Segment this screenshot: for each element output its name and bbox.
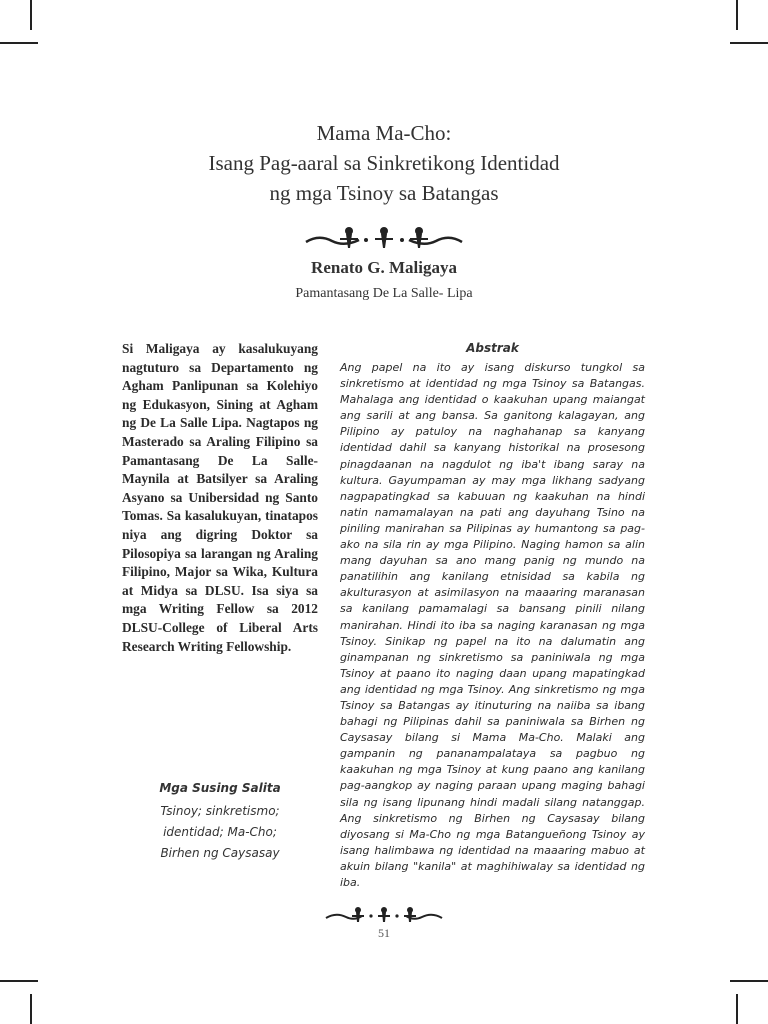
- title-line-1: Mama Ma-Cho:: [316, 121, 452, 145]
- author-affiliation: Pamantasang De La Salle- Lipa: [295, 286, 473, 301]
- crop-mark: [730, 42, 768, 44]
- keywords-section: [122, 781, 318, 864]
- footer-ornament-icon: [324, 904, 444, 926]
- bio-author-name: Maligaya: [145, 341, 200, 356]
- bio-prefix: Si: [122, 341, 146, 356]
- crop-mark: [736, 0, 738, 30]
- author-bio: [122, 340, 318, 656]
- keyword-line: identidad; Ma-Cho;: [163, 825, 277, 839]
- crop-mark: [30, 0, 32, 30]
- title-line-3: ng mga Tsinoy sa Batangas: [269, 181, 499, 205]
- crop-mark: [30, 994, 32, 1024]
- bio-text: ay kasalukuyang nagtuturo sa Departamento ng Agham Panlipunan sa Kolehiyo ng Edukasyon, Sining at Agham ng De La Salle Lipa. Nagtapos ng Masterado sa Araling Filipino sa Pamantasang De La Salle-Maynila at Batsilyer sa Araling Asyano sa Unibersidad ng Santo Tomas. Sa kasalukuyan, tinatapos niya ang digring Doktor sa Pilosopiya sa larangan ng Araling Filipino, Major sa Wika, Kultura at Midya sa DLSU. Isa siya sa mga Writing Fellow sa 2012 DLSU-College of Liberal Arts Research Writing Fellowship.: [122, 341, 319, 654]
- crop-mark: [730, 980, 768, 982]
- crop-mark: [0, 980, 38, 982]
- keyword-line: Birhen ng Caysasay: [160, 846, 280, 860]
- abstract-text: Ang papel na ito ay isang diskurso tungkol sa sinkretismo at identidad ng mga Tsinoy sa Batangas. Mahalaga ang identidad o kaakuhan upang maiangat ang sarili at ang bansa. Sa ganitong kalagayan, ang Pilipino ay patuloy na naghahanap sa kanyang identidad dahil sa kanyang historikal na prosesong pinagdaanan na nagdulot ng iba't ibang saray na kultura. Gayumpaman ay may mga likhang sadyang nagpapatingkad sa kabuuan ng kaakuhan na hindi natin namamalayan na pati ang dayuhang Tsino na piniling manirahan sa Pilipinas ay humantong sa pag-ako na sila rin ay mga Pilipino. Naging hamon sa alin mang dayuhan sa ano mang panig ng mundo na panatilihin ang kanilang etnisidad sa kabila ng akulturasyon at asimilasyon na maaaring maranasan sa kanilang pamamalagi sa bansang pinili nilang manirahan. Hindi ito iba sa naging karanasan ng mga Tsinoy. Sinikap ng papel na ito na dalumatin ang ginampanan ng sinkretismo sa paniniwala ng mga Tsinoy at paano ito naging daan upang mapatingkad ang identidad ng mga Tsinoy. Ang sinkretismo ng mga Tsinoy sa Batangas ay itinuturing na naiiba sa ibang bahagi ng Pilipinas dahil sa paniniwala sa Birhen ng Caysasay bilang si Mama Ma-Cho. Malaki ang gampanin ng pananampalataya sa pagbuo ng kaakuhan ng mga Tsinoy at kung paano ang kanilang pag-aangkop ay naging paraan upang maging bahagi sila ng isang lipunang hindi madali silang natanggap. Ang sinkretismo ng Birhen ng Caysasay bilang diyosang si Ma-Cho ng mga Batangueñong Tsinoy ay isang halimbawa ng identidad na maaaring mabuo at akuin bilang "kanila" at maghihiwalay sa identidad ng iba.: [340, 361, 645, 889]
- author-name: Renato G. Maligaya: [311, 258, 457, 277]
- keyword-line: Tsinoy; sinkretismo;: [160, 804, 280, 818]
- keywords-heading: Mga Susing Salita: [159, 781, 281, 795]
- crop-mark: [0, 42, 38, 44]
- abstract-heading: Abstrak: [466, 341, 519, 355]
- page-number: 51: [378, 926, 390, 940]
- title-line-2: Isang Pag-aaral sa Sinkretikong Identidad: [208, 151, 560, 175]
- crop-mark: [736, 994, 738, 1024]
- article-title: [0, 118, 768, 208]
- ornament-divider-icon: [304, 224, 464, 254]
